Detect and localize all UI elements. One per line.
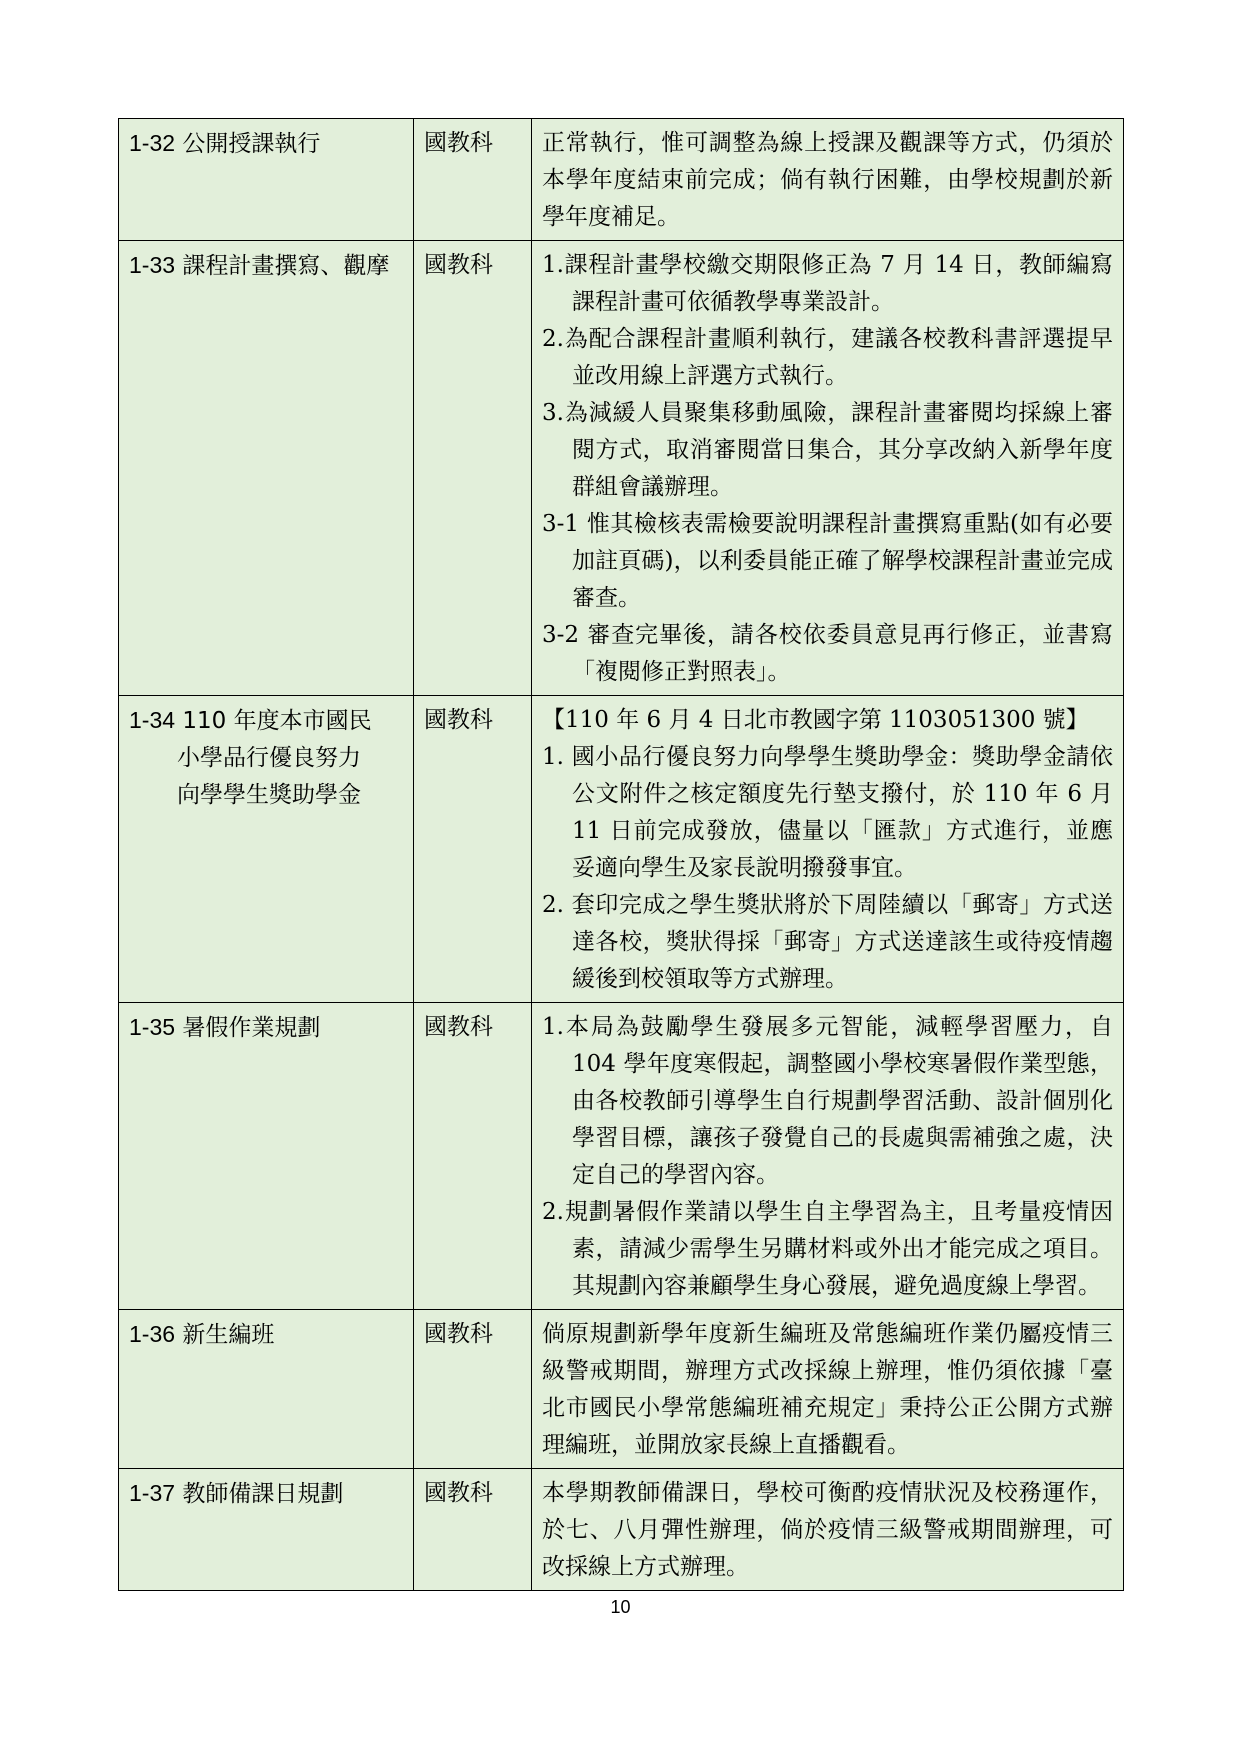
item-cell: [119, 1310, 414, 1469]
description-paragraph: 1. 國小品行優良努力向學學生獎助學金：獎助學金請依公文附件之核定額度先行墊支撥付，於 110 年 6 月 11 日前完成發放，儘量以「匯款」方式進行，並應妥適向學生及家長說明撥發事宜。: [542, 744, 1113, 881]
department-cell: 國教科: [414, 119, 532, 241]
item-title: 教師備課日規劃: [182, 1481, 344, 1507]
department-cell: 國教科: [414, 1310, 532, 1469]
department-cell: 國教科: [414, 696, 532, 1003]
item-title: 暑假作業規劃: [182, 1015, 321, 1041]
description-paragraph: 2.規劃暑假作業請以學生自主學習為主，且考量疫情因素，請減少需學生另購材料或外出才能完成之項目。其規劃內容兼顧學生身心發展，避免過度線上學習。: [542, 1199, 1113, 1299]
table-row: [119, 696, 1124, 1003]
description-paragraph: 本學期教師備課日，學校可衡酌疫情狀況及校務運作，於七、八月彈性辦理，倘於疫情三級警戒期間辦理，可改採線上方式辦理。: [542, 1480, 1113, 1580]
item-title: 公開授課執行: [182, 131, 321, 157]
description-cell: [532, 241, 1124, 696]
department-cell: 國教科: [414, 1469, 532, 1591]
item-cell: [119, 241, 414, 696]
item-code: 1-35: [129, 1014, 176, 1040]
item-cell: [119, 1469, 414, 1591]
item-code: 1-37: [129, 1480, 176, 1506]
department-cell: 國教科: [414, 241, 532, 696]
item-code: 1-36: [129, 1321, 176, 1347]
description-paragraph: 正常執行，惟可調整為線上授課及觀課等方式，仍須於本學年度結束前完成；倘有執行困難，由學校規劃於新學年度補足。: [542, 130, 1113, 230]
description-paragraph: 3.為減緩人員聚集移動風險，課程計畫審閱均採線上審閱方式，取消審閱當日集合，其分享改納入新學年度群組會議辦理。: [542, 400, 1113, 500]
item-title: 110 年度本市國民: [182, 708, 372, 734]
department-cell: 國教科: [414, 1003, 532, 1310]
description-cell: [532, 696, 1124, 1003]
item-title: 課程計畫撰寫、觀摩: [182, 253, 390, 279]
agenda-table: [118, 118, 1124, 1591]
description-cell: [532, 1310, 1124, 1469]
description-cell: [532, 1469, 1124, 1591]
description-paragraph: 2. 套印完成之學生獎狀將於下周陸續以「郵寄」方式送達各校，獎狀得採「郵寄」方式送達該生或待疫情趨緩後到校領取等方式辦理。: [542, 892, 1113, 992]
description-cell: [532, 119, 1124, 241]
table-row: [119, 1003, 1124, 1310]
item-code: 1-33: [129, 252, 176, 278]
table-row: [119, 241, 1124, 696]
table-row: [119, 119, 1124, 241]
description-paragraph: 倘原規劃新學年度新生編班及常態編班作業仍屬疫情三級警戒期間，辦理方式改採線上辦理，惟仍須依據「臺北市國民小學常態編班補充規定」秉持公正公開方式辦理編班，並開放家長線上直播觀看。: [542, 1321, 1113, 1458]
table-row: [119, 1310, 1124, 1469]
description-cell: [532, 1003, 1124, 1310]
description-paragraph: 3-1 惟其檢核表需檢要說明課程計畫撰寫重點(如有必要加註頁碼)，以利委員能正確了解學校課程計畫並完成審查。: [542, 511, 1113, 611]
table-row: [119, 1469, 1124, 1591]
description-paragraph: 2.為配合課程計畫順利執行，建議各校教科書評選提早並改用線上評選方式執行。: [542, 326, 1113, 389]
item-cell: [119, 1003, 414, 1310]
item-cell: [119, 119, 414, 241]
description-paragraph: 3-2 審查完畢後，請各校依委員意見再行修正，並書寫「複閱修正對照表」。: [542, 622, 1113, 685]
page-number: 10: [610, 1597, 631, 1617]
item-code: 1-34: [129, 707, 176, 733]
item-code: 1-32: [129, 130, 176, 156]
description-paragraph: 【110 年 6 月 4 日北市教國字第 1103051300 號】: [542, 707, 1089, 733]
item-title: 小學品行優良努力: [177, 745, 361, 771]
item-cell: [119, 696, 414, 1003]
description-paragraph: 1.課程計畫學校繳交期限修正為 7 月 14 日，教師編寫課程計畫可依循教學專業設計。: [542, 252, 1113, 315]
description-paragraph: 1.本局為鼓勵學生發展多元智能，減輕學習壓力，自 104 學年度寒假起，調整國小學校寒暑假作業型態，由各校教師引導學生自行規劃學習活動、設計個別化學習目標，讓孩子發覺自己的長處與需補強之處，決定自己的學習內容。: [542, 1014, 1113, 1188]
item-title: 向學學生獎助學金: [177, 782, 361, 808]
item-title: 新生編班: [182, 1322, 275, 1348]
